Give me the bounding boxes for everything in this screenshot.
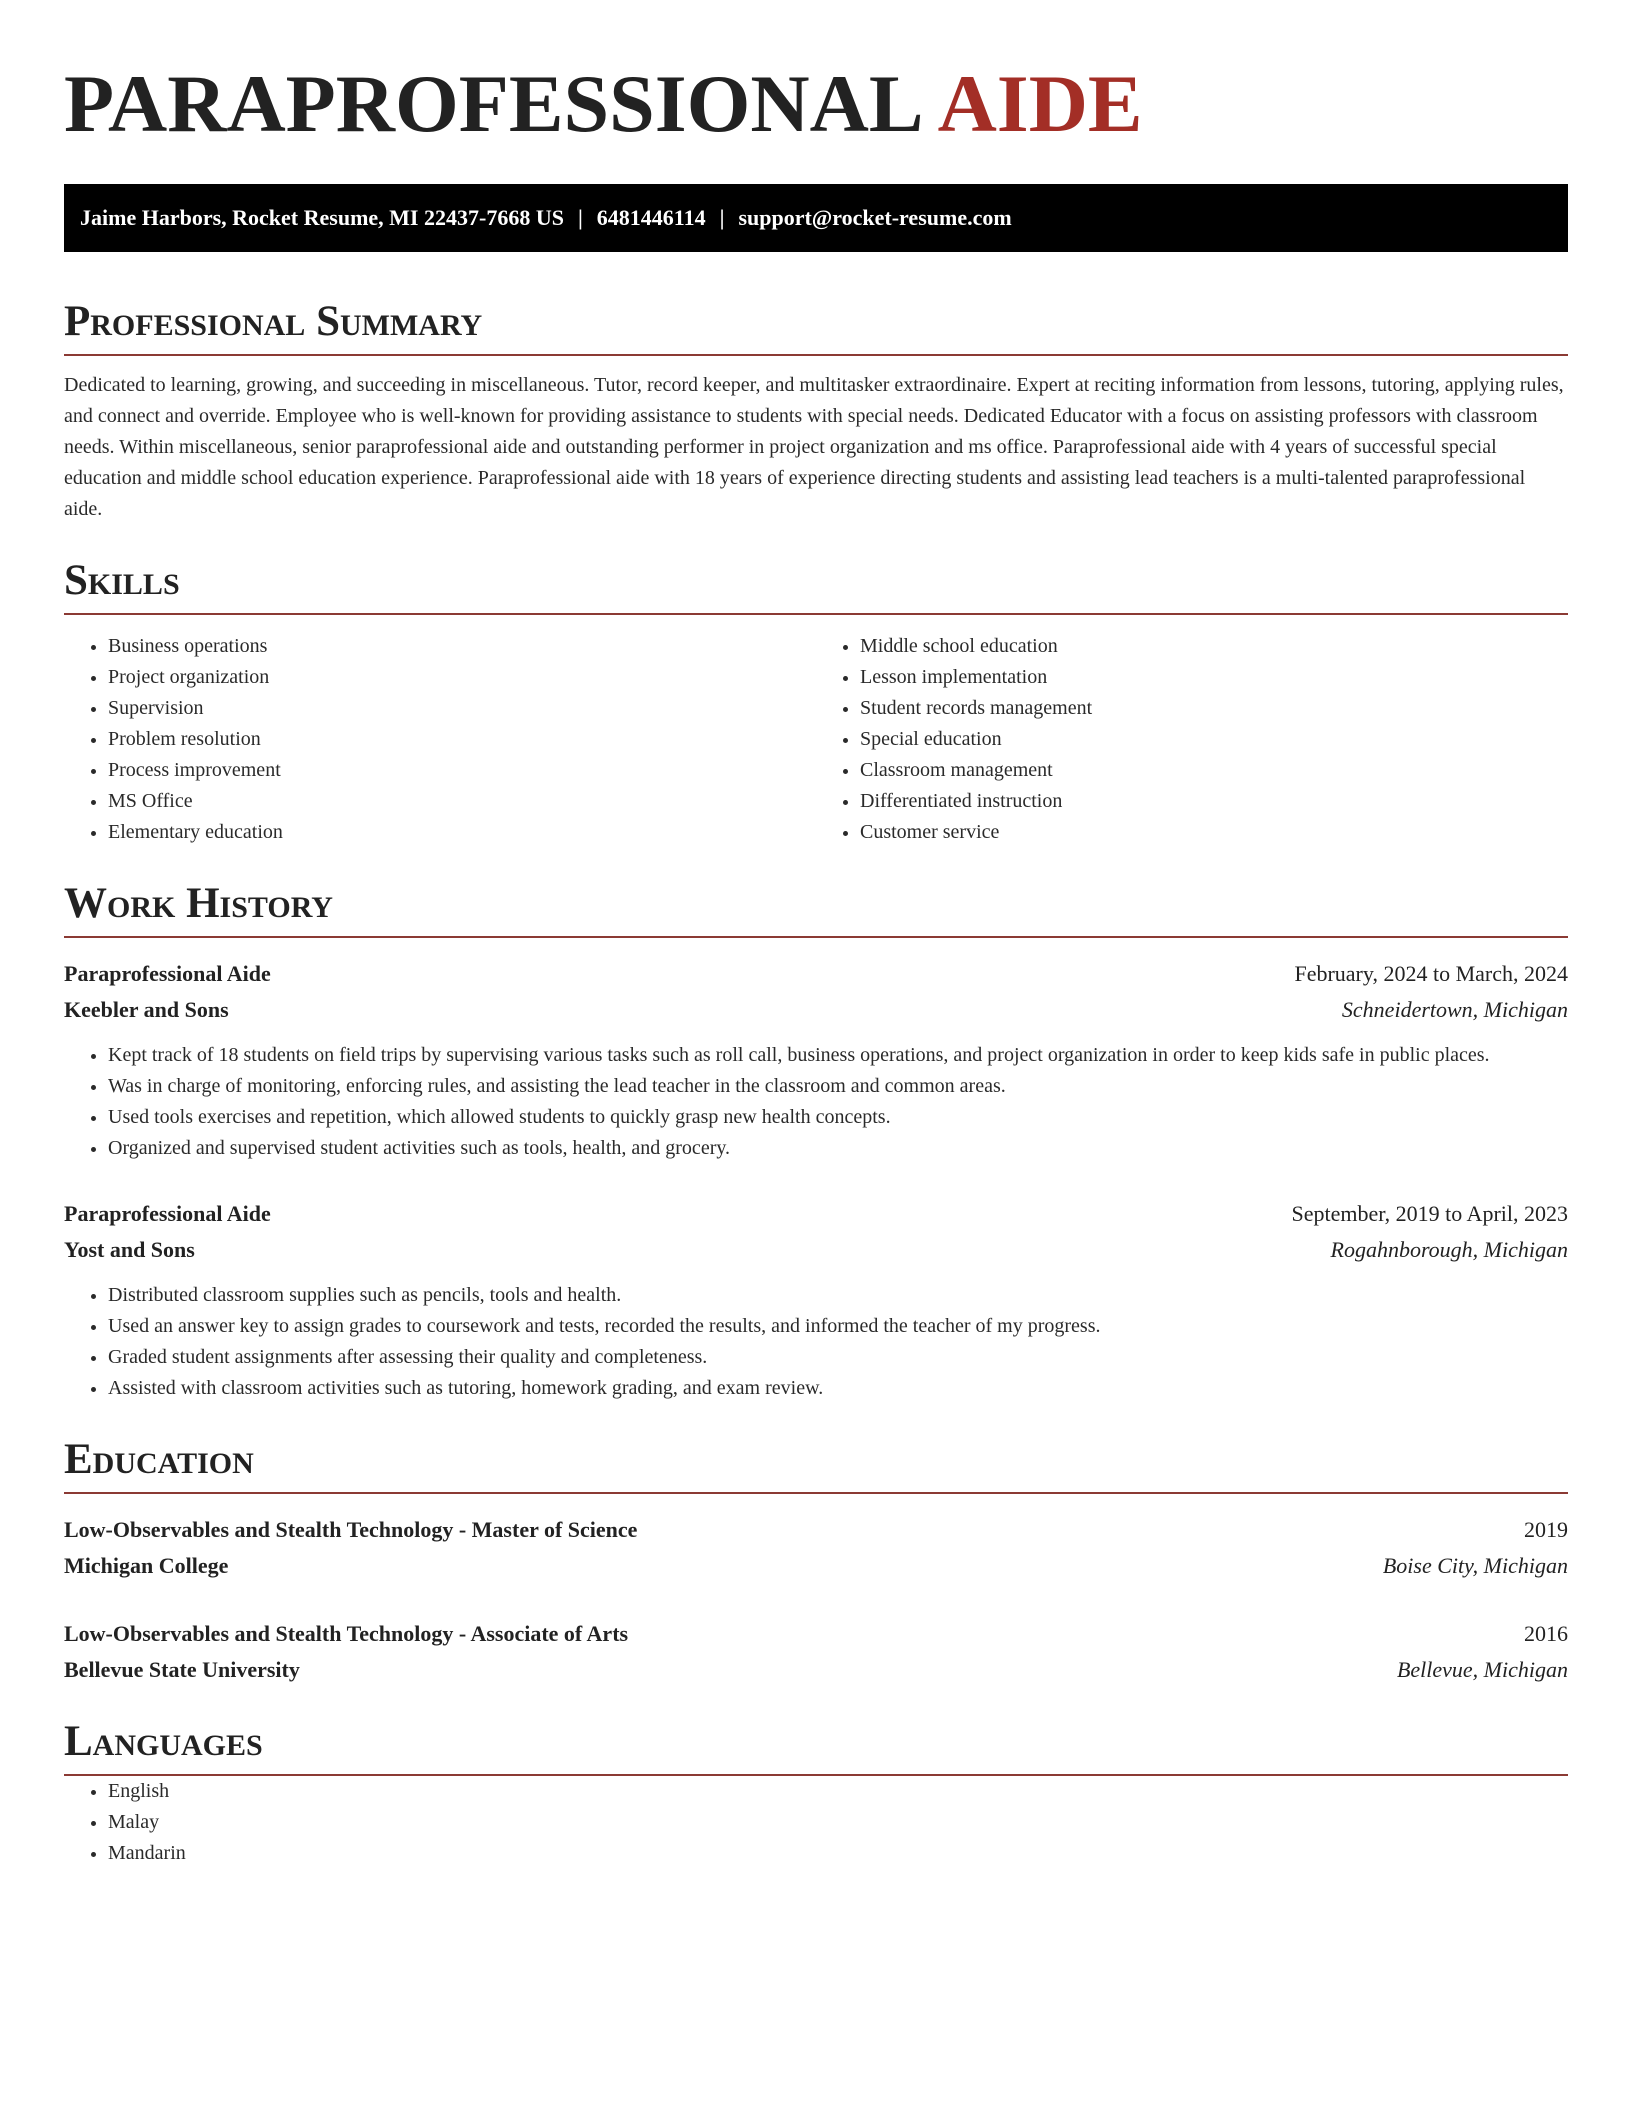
contact-separator: | — [719, 205, 725, 230]
skills-grid — [64, 631, 1568, 848]
job-bullet: • Used an answer key to assign grades to coursework and tests, recorded the results, and informed the teacher of my progress. — [108, 1311, 1568, 1342]
skill-item: • Process improvement — [108, 755, 816, 786]
section-heading-education: Education — [64, 1434, 1568, 1494]
contact-phone: 6481446114 — [596, 205, 706, 230]
job-company-row — [64, 1232, 1568, 1268]
job-company: Yost and Sons — [64, 1237, 195, 1262]
job-title: Paraprofessional Aide — [64, 961, 271, 986]
section-heading-languages: Languages — [64, 1716, 1568, 1776]
education-degree: Low-Observables and Stealth Technology - Associate of Arts — [64, 1621, 629, 1646]
language-item: • Malay — [108, 1807, 1568, 1838]
job-dates: February, 2024 to March, 2024 — [1294, 961, 1568, 986]
job-title: Paraprofessional Aide — [64, 1201, 271, 1226]
skill-item: • Customer service — [860, 817, 1568, 848]
job-bullet: • Was in charge of monitoring, enforcing rules, and assisting the lead teacher in the classroom and common areas. — [108, 1071, 1568, 1102]
education-location: Boise City, Michigan — [1382, 1553, 1568, 1578]
education-entry — [64, 1616, 1568, 1688]
education-degree: Low-Observables and Stealth Technology - Master of Science — [64, 1517, 638, 1542]
contact-address: Jaime Harbors, Rocket Resume, MI 22437-7668 US — [80, 205, 564, 230]
skills-column-left — [64, 631, 816, 848]
education-year: 2019 — [1524, 1517, 1568, 1542]
job-bullets — [64, 1040, 1568, 1164]
language-item: • English — [108, 1776, 1568, 1807]
contact-separator: | — [577, 205, 583, 230]
title-accent: AIDE — [937, 58, 1143, 149]
skills-column-right — [816, 631, 1568, 848]
job-header-row — [64, 1196, 1568, 1232]
education-location: Bellevue, Michigan — [1396, 1657, 1568, 1682]
skill-item: • Middle school education — [860, 631, 1568, 662]
skill-item: • Student records management — [860, 693, 1568, 724]
education-degree-row — [64, 1512, 1568, 1548]
education-school-row — [64, 1652, 1568, 1688]
job-bullet: • Organized and supervised student activities such as tools, health, and grocery. — [108, 1133, 1568, 1164]
job-bullet: • Assisted with classroom activities such as tutoring, homework grading, and exam review. — [108, 1373, 1568, 1404]
title-main: PARAPROFESSIONAL — [64, 58, 924, 149]
job-header-row — [64, 956, 1568, 992]
education-school: Bellevue State University — [64, 1657, 300, 1682]
job-company-row — [64, 992, 1568, 1028]
languages-list — [64, 1776, 1568, 1869]
skill-item: • Elementary education — [108, 817, 816, 848]
job-bullets — [64, 1280, 1568, 1404]
skill-item: • Business operations — [108, 631, 816, 662]
skill-item: • Lesson implementation — [860, 662, 1568, 693]
skill-item: • Supervision — [108, 693, 816, 724]
skills-list-left — [64, 631, 816, 848]
section-heading-skills: Skills — [64, 555, 1568, 615]
job-bullet: • Graded student assignments after assessing their quality and completeness. — [108, 1342, 1568, 1373]
job-dates: September, 2019 to April, 2023 — [1291, 1201, 1568, 1226]
skills-list-right — [816, 631, 1568, 848]
education-degree-row — [64, 1616, 1568, 1652]
skill-item: • MS Office — [108, 786, 816, 817]
skill-item: • Problem resolution — [108, 724, 816, 755]
job-bullet: • Used tools exercises and repetition, which allowed students to quickly grasp new health concepts. — [108, 1102, 1568, 1133]
education-entry — [64, 1512, 1568, 1584]
job-location: Schneidertown, Michigan — [1341, 997, 1568, 1022]
education-year: 2016 — [1524, 1621, 1568, 1646]
section-heading-work-history: Work History — [64, 878, 1568, 938]
job-bullet: • Kept track of 18 students on field trips by supervising various tasks such as roll call, business operations, and project organization in order to keep kids safe in public places. — [108, 1040, 1568, 1071]
job-entry — [64, 956, 1568, 1164]
education-school-row — [64, 1548, 1568, 1584]
job-entry — [64, 1196, 1568, 1404]
language-item: • Mandarin — [108, 1838, 1568, 1869]
contact-bar — [64, 184, 1568, 252]
page-title — [64, 56, 1568, 152]
skill-item: • Classroom management — [860, 755, 1568, 786]
summary-text: Dedicated to learning, growing, and succeeding in miscellaneous. Tutor, record keeper, and multitasker extraordinaire. Expert at reciting information from lessons, tutoring, applying rules, and connect and override. Employee who is well-known for providing assistance to students with special needs. Dedicated Educator with a focus on assisting professors with classroom needs. Within miscellaneous, senior paraprofessional aide and outstanding performer in project organization and ms office. Paraprofessional aide with 4 years of successful special education and middle school education experience. Paraprofessional aide with 18 years of experience directing students and assisting lead teachers is a multi-talented paraprofessional aide. — [64, 374, 1564, 520]
education-school: Michigan College — [64, 1553, 229, 1578]
skill-item: • Differentiated instruction — [860, 786, 1568, 817]
job-bullet: • Distributed classroom supplies such as pencils, tools and health. — [108, 1280, 1568, 1311]
skill-item: • Project organization — [108, 662, 816, 693]
contact-email: support@rocket-resume.com — [738, 205, 1012, 230]
job-company: Keebler and Sons — [64, 997, 229, 1022]
section-heading-summary: Professional Summary — [64, 296, 1568, 356]
skill-item: • Special education — [860, 724, 1568, 755]
job-location: Rogahnborough, Michigan — [1330, 1237, 1568, 1262]
